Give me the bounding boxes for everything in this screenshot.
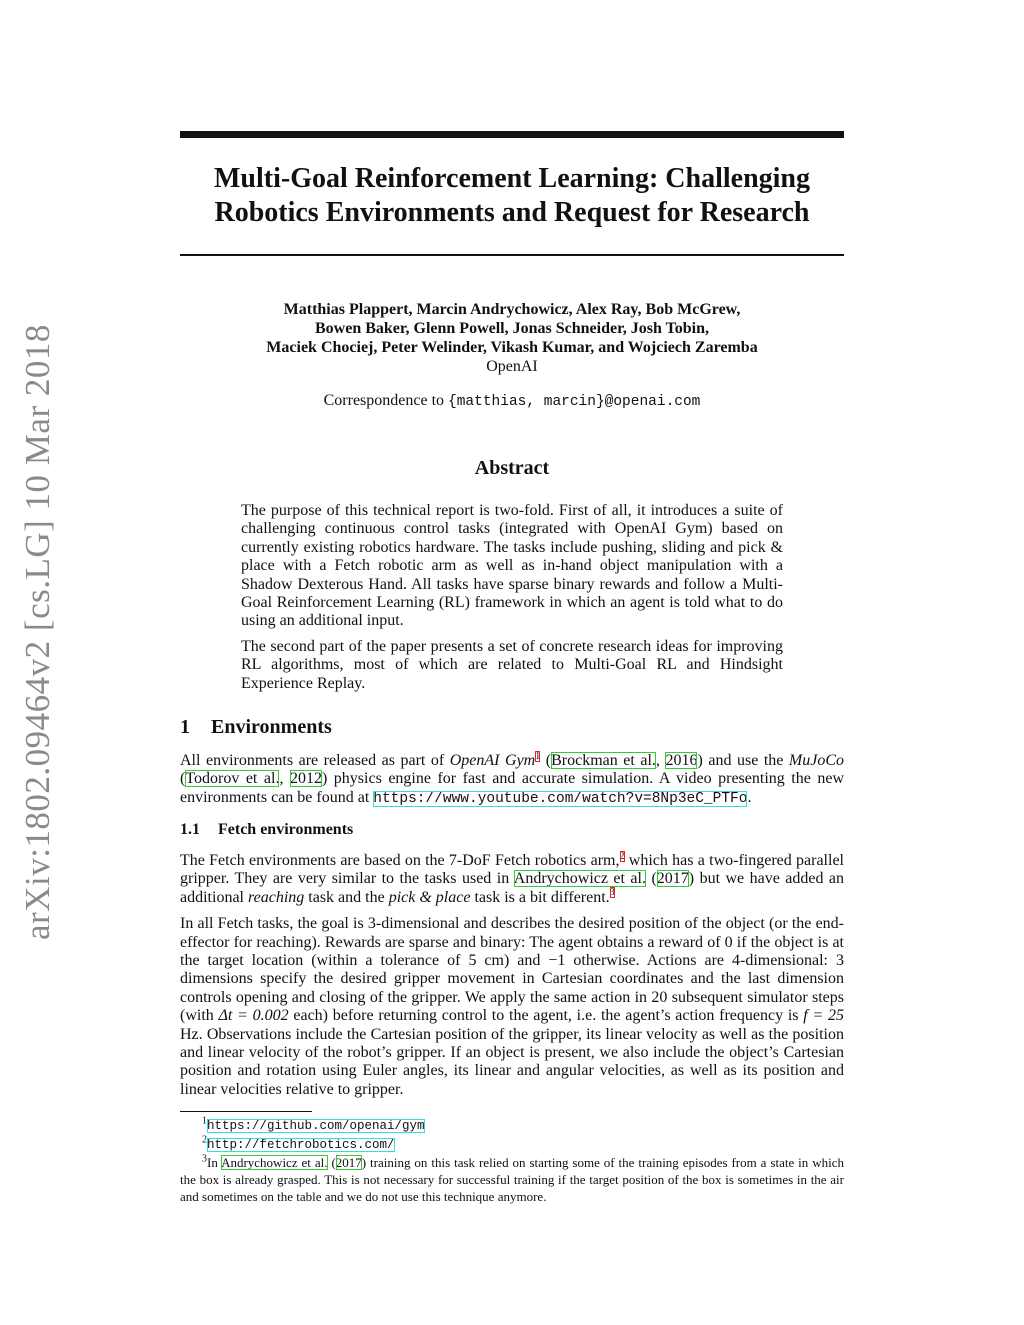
correspondence-prefix: Correspondence to [323,392,445,409]
subsection-title: Fetch environments [218,821,354,838]
authors-line-3: Maciek Chociej, Peter Welinder, Vikash Kumar, and Wojciech Zaremba [266,339,758,356]
text-span: ) physics engine for fast and accurate simulation. A video presenting the new environments can be found at [180,770,844,806]
text-span: otherwise. Actions are [565,952,733,970]
text-span: each) before returning control to the agent, i.e. the agent’s action frequency is [288,1007,804,1025]
math-zero: 0 [724,933,733,951]
section-heading-environments [180,716,844,739]
text-span: ) training on this task relied on starting some of the training episodes from a state in which the box is already grasped. This is not necessary for successful training if the target position of the box is sometimes in the air and sometimes on the table and we do not use this technique anymore. [180,1155,844,1204]
pick-place-term: pick & place [388,888,471,906]
text-span: dimensions specify the desired gripper movement in Cartesian coordinates and the last dimension controls opening and closing of the gripper. We apply the same action in [180,970,844,1006]
text-span: if the object is at the target location (within a tolerance of [180,933,844,970]
text-span: task is a bit different. [470,888,610,906]
text-span: cm) and [476,952,549,970]
abstract-paragraph-2: The second part of the paper presents a set of concrete research ideas for improving RL algorithms, most of which are related to Multi-Goal RL and Hindsight Experience Replay. [241,637,783,692]
section-title: Environments [211,716,332,738]
authors-line-1: Matthias Plappert, Marcin Andrychowicz, Alex Ray, Bob McGrew, [283,301,741,318]
abstract-paragraph-1: The purpose of this technical report is two-fold. First of all, it introduces a suite of challenging continuous control tasks (integrated with OpenAI Gym) based on currently existing robotics hardware. The tasks include pushing, sliding and pick & place with a Fetch robotic arm as well as in-hand object manipulation with a Shadow Dexterous Hand. All tasks have sparse binary rewards and follow a Multi-Goal Reinforcement Learning (RL) framework in which an agent is told what to do using an additional input. [241,502,783,630]
gym-github-link[interactable]: https://github.com/openai/gym [207,1119,425,1133]
title-line-1: Multi-Goal Reinforcement Learning: Challenging [214,163,810,194]
environments-paragraph [180,752,844,808]
text-span: . [747,788,752,806]
subsection-number: 1.1 [180,821,200,838]
text-span: Hz. Observations include the Cartesian position of the gripper, its linear velocity as well as the position and linear velocity of the robot’s gripper. If an object is present, we also include the object’s Cartesian position and rotation using Euler angles, its linear and angular velocities, as well as its position and linear velocities relative to gripper. [180,1025,844,1098]
fetchrobotics-link[interactable]: http://fetchrobotics.com/ [207,1138,395,1152]
math-frequency: f = 25 [803,1007,844,1025]
footnote-2 [180,1135,844,1154]
text-span: subsequent simulator steps (with [180,988,844,1025]
reaching-term: reaching [247,888,305,906]
environments-body [180,752,844,816]
footnotes [180,1116,844,1205]
citation-year-2017[interactable]: 2017 [335,1155,362,1170]
footnote-mark: 3 [202,1153,207,1165]
title-top-rule [180,131,844,138]
text-span: -dimensional: [740,952,836,970]
math-three: 3 [836,952,844,970]
text-span: ( [540,752,552,769]
text-span: All environments are released as part of [180,752,450,769]
citation-todorov[interactable]: Todorov et al. [185,770,280,788]
correspondence [180,392,844,410]
math-minus-one: −1 [548,952,566,970]
text-span: , [655,752,666,769]
footnote-ref-2[interactable]: 2 [619,850,625,862]
text-span: ( [180,770,186,788]
text-span: In all Fetch tasks, the goal is 3-dimensional and describes the desired position of the object (or the end-effector for reaching). Rewards are sparse and binary: The agent obtains a reward of [180,915,844,951]
text-span: In [207,1155,222,1170]
section-number: 1 [180,716,190,738]
math-five: 5 [468,952,477,970]
text-span: ) but we have added an additional [180,870,845,906]
fetch-body [180,852,844,1107]
fetch-paragraph-2 [180,915,844,1099]
citation-year-2012[interactable]: 2012 [289,770,322,788]
correspondence-email[interactable]: {matthias, marcin}@openai.com [448,394,701,410]
paper-title [180,162,844,230]
text-span: , [279,770,290,788]
citation-year-2017[interactable]: 2017 [656,870,689,888]
text-span: ) and use the [697,752,789,769]
citation-year-2016[interactable]: 2016 [665,752,698,769]
affiliation: OpenAI [486,358,538,375]
text-span: ( [327,1155,336,1170]
video-link[interactable]: https://www.youtube.com/watch?v=8Np3eC_PTFo [373,790,748,807]
footnote-1 [180,1116,844,1135]
arxiv-identifier: arXiv:1802.09464v2 [cs.LG] 10 Mar 2018 [18,324,57,940]
footnote-mark: 1 [202,1115,207,1127]
text-span: The Fetch environments are based on the 7-DoF Fetch robotics arm, [180,852,620,869]
text-span: task and the [304,888,389,906]
citation-andrychowicz[interactable]: Andrychowicz et al. [513,870,646,888]
title-line-2: Robotics Environments and Request for Research [214,197,810,228]
footnote-3 [180,1154,844,1205]
authors-line-2: Bowen Baker, Glenn Powell, Jonas Schneider, Josh Tobin, [314,320,710,337]
footnote-mark: 2 [202,1134,207,1146]
title-bottom-rule [180,254,844,256]
footnote-ref-1[interactable]: 1 [535,750,541,762]
math-four: 4 [732,952,741,970]
abstract [241,502,783,700]
citation-brockman[interactable]: Brockman et al. [551,752,656,769]
footnote-ref-3[interactable]: 3 [609,887,615,899]
text-span: which has a two-fingered parallel gripper. They are very similar to the tasks used in [180,852,844,888]
math-delta-t: Δt = 0.002 [218,1007,289,1025]
mujoco-term: MuJoCo [788,752,845,769]
math-twenty: 20 [651,988,668,1006]
subsection-heading-fetch [180,821,844,839]
text-span: ( [645,870,657,888]
openai-gym-term: OpenAI Gym [449,752,536,769]
footnote-rule [180,1111,312,1112]
citation-andrychowicz[interactable]: Andrychowicz et al. [221,1155,328,1170]
author-block [180,300,844,376]
fetch-paragraph-1 [180,852,844,907]
abstract-heading: Abstract [474,457,550,479]
